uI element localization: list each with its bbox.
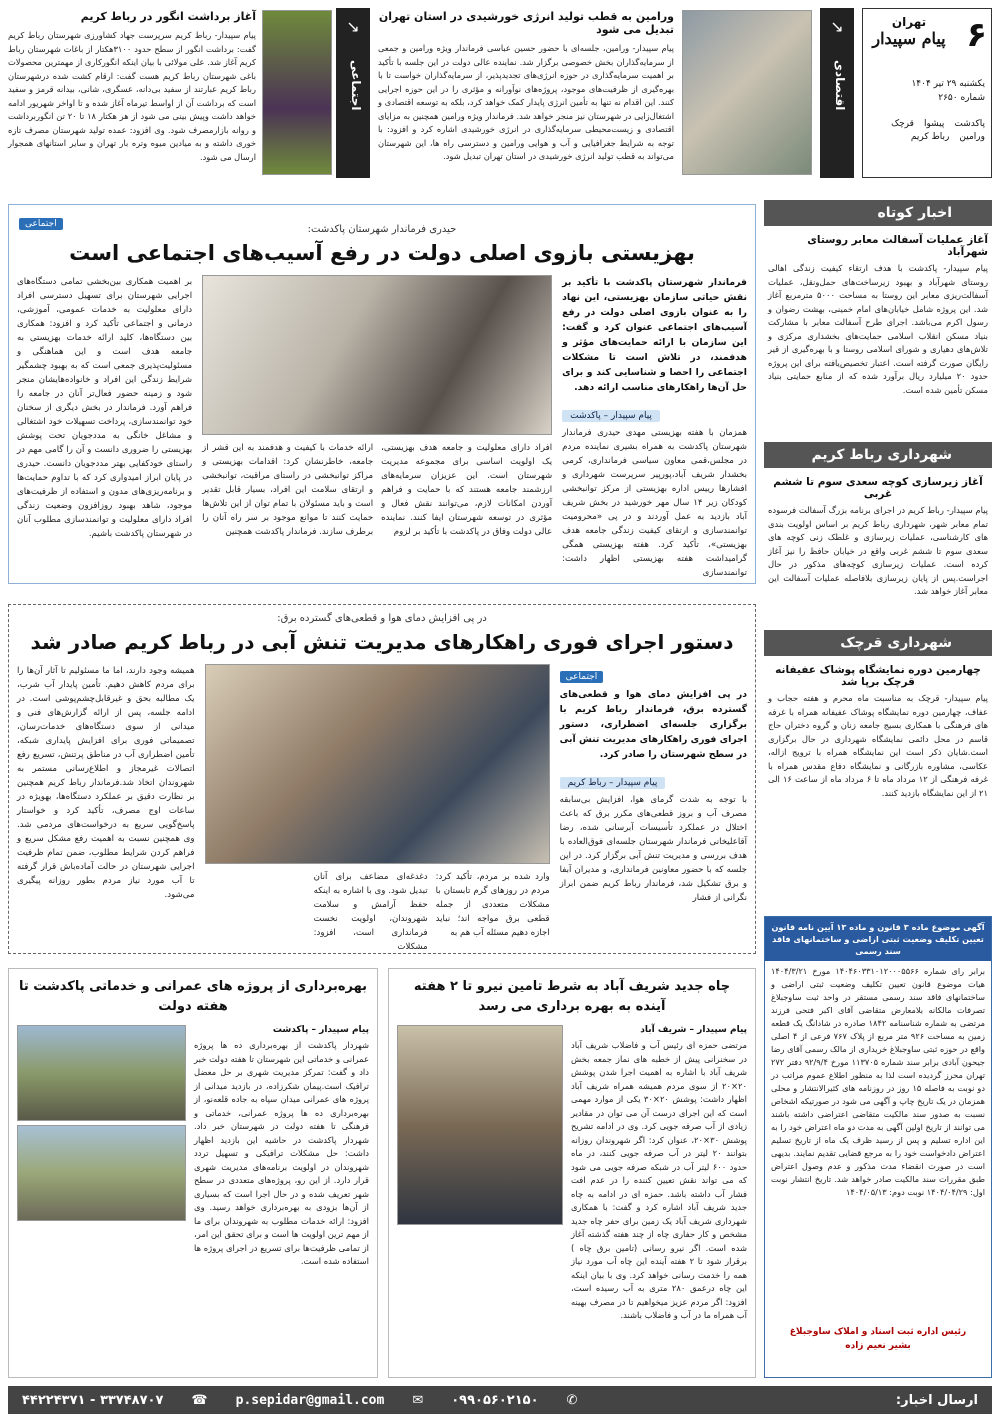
article-source: پیام سپیدار – شریف آباد <box>640 1025 747 1035</box>
article-body: پیام سپیدار- رباط کریم سرپرست جهاد کشاورزی شهرستان رباط کریم گفت: برداشت انگور از سطح حدود ۳۱۰۰هکتار از باغات شهرستان رباط کریم آغاز شد. علی مولائی با بیان اینکه انگورکاری از مهمترین محصولات باغی شهرستان رباط کریم هست گفت: ارقام کشت شده درشهرستان رباط کریم عبارتند از سفید بی‌دانه، عسگری، شانی، بیدانه قرمز و سفید است که برداشت آن از اواسط تیرماه آغاز شده و تا اواخر شهریور ادامه خواهد داشت وپیش بینی می شود از هر هکتار ۱۸ تا ۲۰ تن انگوربرداشت و روانه بازارمصرف شود. وی افزود: عمده تولید شهرستان مصرف تازه خوری داشته و به میادین میوه وتره بار تهران و سایر استانهای همجوار ارسال می شود. <box>8 30 257 162</box>
email-icon: ✉ <box>412 1392 424 1408</box>
article-body: مرتضی حمزه ای رئیس آب و فاضلاب شریف آباد در سخنرانی پیش از خطبه های نماز جمعه بخش شریف آباد با اشاره به اهمیت اجرا شدن پوشش ۲۰×۲۰ از سوی مردم همیشه همراه شریف آباد اظهار داشت: پوشش ۲۰×۳۰ یکی از موارد مهمی است که این اجرای درست آن می توان در مقادیر زیادی از آب صرفه جویی کرد. وی در ادامه تشریح پوشش ۳۰×۲۰، عنوان کرد: اگر شهروندان روزانه بتوانند ۲۰ لیتر در آب صرفه جویی کنند، در ماه حدود ۶۰۰ لیتر آب در شبکه صرفه جویی می شود که می تواند نقش تعیین کننده را در عدم افت فشار آب داشته باشد. حمزه ای در ادامه به چاه جدید شریف آباد اشاره کرد و گفت: با همکاری شهرداری شریف آباد یک زمین برای حفر چاه جدید مشخص و کار حفاری چاه از چند هفته گذشته آغاز شده است. اگر نیرو رسانی (تامین برق چاه ) برقرار شود تا ۲ هفته آینده این چاه آب مورد نیاز همه را خدمت رسانی خواهد کرد. وی با بیان اینکه این چاه درعمق ۲۸۰ متری به آب رسیده است، افزود: اگر مردم عزیز میخواهیم تا در مصرف بهینه آب همراه ما در آب و فاضلاب باشند. <box>571 1040 748 1320</box>
article-grapes <box>8 10 256 176</box>
phone-icon: ☎ <box>191 1392 208 1408</box>
article-body-col1: همزمان با هفته بهزیستی مهدی حیدری فرماندار شهرستان پاکدشت به همراه بشیری نماینده مردم در مجلس،قمی معاون سیاسی فرمانداری، کرمی بخشدار شریف آباد،پورپیر سرپرست شهرداری و افشارها رییس اداره بهزیستی از مرکز توانبخشی کودکان زیر ۱۴ سال مهر خورشید در بخش شریف آباد بازدید به عمل آوردند و در پی «محرومیت توانمندسازی و ارتقای کیفیت زندگی جامعه هدف بهزیستی»، تأکید کرد. هفته بهزیستی همگی گرامیداشت هفته بهزیستی اظهار داشت: توانمندسازی <box>562 428 747 578</box>
article-lead: در پی افزایش دمای هوا و قطعی‌های گسترده برق، فرماندار رباط کریم با برگزاری جلسه‌ای اضطراری، دستور اجرای فوری راهکارهای مدیریت تنش آبی در سطح شهرستان را صادر کرد. <box>559 689 747 760</box>
article-kicker: در پی افزایش دمای هوا و قطعی‌های گسترده برق: <box>277 613 487 624</box>
news-title: چهارمین دوره نمایشگاه پوشاک عفیفانه قرچک برپا شد <box>775 664 981 688</box>
welfare-visit-photo <box>202 275 552 435</box>
article-title: ورامین به قطب تولید انرژی خورشیدی در استان تهران تبدیل می شود <box>378 10 674 36</box>
article-body: پیام سپیدار- ورامین، جلسه‌ای با حضور حسین عباسی فرماندار ویژه ورامین و جمعی از سرمایه‌گذاران بخش خصوصی برگزار شد. نماینده عالی دولت در این جلسه با تأکید بر اهمیت سرمایه‌گذاری در حوزه انرژی‌های تجدیدپذیر، از سرمایه‌گذاران خواست تا با بهره‌گیری از ظرفیت‌های موجود، پروژه‌های نوآورانه و مؤثری را در این حوزه اجرایی کنند. این اقدام نه تنها به تأمین انرژی پایدار کمک خواهد کرد، بلکه به توسعه اقتصادی و اشتغال‌زایی در شهرستان نیز منجر خواهد شد. فرماندار ویژه ورامین همچنین به مزایای اقتصادی و زیست‌محیطی سرمایه‌گذاری در انرژی خورشیدی اشاره کرد و افزود: با توجه به شرایط جغرافیایی و آب و هوایی ورامین و دسترسی راه ها، این شهرستان می‌تواند به قطب تولید انرژی خورشیدی در استان تهران تبدیل شود. <box>378 43 674 161</box>
issue-date: یکشنبه ۲۹ تیر ۱۴۰۴ <box>911 79 985 89</box>
article-body-col2: وارد شده بر مردم، تأکید کرد: مردم در روزهای گرم تابستان با مشکلات متعددی از جمله قطعی برق مواجه اند؛ نباید اجازه دهیم مسئله آب هم به <box>435 872 550 938</box>
notice-signatory-title: رئیس اداره ثبت اسناد و املاک ساوجبلاغ <box>789 1327 967 1337</box>
article-body-col1: با توجه به شدت گرمای هوا، افزایش بی‌سابقه مصرف آب و بروز قطعی‌های مکرر برق که باعث اختلال در عملکرد تأسیسات آبرسانی شده، رضا آقاعلیخانی فرماندار شهرستان جلسه‌ای فوق‌العاده با هدف بررسی و مدیریت تنش آبی برگزار کرد. در این جلسه که با حضور معاونین فرمانداری، و مدیران آبفا و برق تشکیل شد، فرماندار رباط کریم ضمن ابراز نگرانی از فشار <box>559 795 747 903</box>
article-solar <box>378 10 674 176</box>
sidebar-header-robat-municipality: شهرداری رباط کریم <box>764 442 992 468</box>
city-item: پاکدشت <box>954 119 985 129</box>
grapes-photo <box>262 10 332 175</box>
whatsapp-icon: ✆ <box>566 1392 578 1408</box>
article-title: آغاز برداشت انگور در رباط کریم <box>80 10 256 23</box>
article-lead: فرماندار شهرستان پاکدشت با تأکید بر نقش حیاتی سازمان بهزیستی، این نهاد را به عنوان بازوی اصلی دولت در رفع آسیب‌های اجتماعی عنوان کرد و گفت: این سازمان با ارائه حمایت‌های مؤثر و هدفمند، در تلاش است تا مشکلات اجتماعی را احصا و شناسایی کند و برای حل آن‌ها راهکارهای مناسب ارائه دهد. <box>562 277 747 393</box>
speaker-photo <box>397 1025 563 1225</box>
phone-landline[interactable]: ۳۳۷۴۸۷۰۷ - ۴۴۲۲۴۳۷۱ <box>22 1392 164 1408</box>
article-title: بهزیستی بازوی اصلی دولت در رفع آسیب‌های اجتماعی است <box>69 241 695 265</box>
section-strip-economy <box>820 8 854 178</box>
section-label: اجتماعی <box>349 60 363 111</box>
city-list <box>867 119 985 142</box>
article-kicker: حیدری فرماندار شهرستان پاکدشت: <box>307 224 457 235</box>
city-item: رباط کریم <box>910 132 950 142</box>
article-title: بهره‌برداری از پروژه های عمرانی و خدماتی پاکدشت تا هفته دولت <box>18 979 368 1014</box>
section-strip-social <box>336 8 370 178</box>
logo-title: پیام سپیدار <box>872 29 946 48</box>
section-tag: اجتماعی <box>19 218 63 230</box>
notice-body: برابر رای شماره ۱۴۰۴۶۰۳۳۱۰۱۲۰۰۰۵۵۶۶ مورخ ۱۴۰۴/۳/۲۱ هیات موضوع قانون تعیین تکلیف وضعیت ثبتی اراضی و ساختمانهای فاقد سند رسمی مستقر در واحد ثبت ساوجبلاغ تصرفات مالکانه بلامعارض متقاضی آقای اکبر فتحی فرزند مرتضی به شماره شناسنامه ۱۸۴۲ صادره در شادانگ یک قطعه زمین به مساحت ۹۲۶ متر مربع از پلاک ۷۶۷ فرعی از ۴ اصلی واقع در حوزه ثبتی ساوجبلاغ خریداری از مالک رسمی آقای رضا جیحون آبادی برابر سند شماره ۱۱۳۷۰۵ مورخ ۹۲/۹/۴ دفتر ۲۷۲ تهران محرز گردیده است لذا به منظور اطلاع عموم مراتب در دو نوبت به فاصله ۱۵ روز در روزنامه های کثیرالانتشار و محلی همزمان در یک تاریخ چاپ و آگهی می شود در صورتیکه اشخاص نسبت به صدور سند مالکیت متقاضی اعتراضی داشته باشند می توانند از تاریخ اولین آگهی به مدت دو ماه اعتراض خود را به این اداره تسلیم و پس از رسید ظرف یک ماه از تاریخ تسلیم اعتراض دادخواست خود را به مرجع قضایی تقدیم نمایند. بدیهی است در صورت انقضاء مدت مذکور و عدم وصول اعتراض طبق مقررات سند مالکیت صادر خواهد شد. تاریخ انتشار نوبت اول: ۱۴۰۴/۰۴/۲۹ نوبت دوم: ۱۴۰۴/۰۵/۱۳ <box>771 966 986 1197</box>
article-title: چاه جدید شریف آباد به شرط تامین نیرو تا ۲ هفته آینده به بهره برداری می رسد <box>413 979 731 1014</box>
article-body-col4: بر اهمیت همکاری بین‌بخشی تمامی دستگاه‌های اجرایی شهرستان برای تسهیل دسترسی افراد دارای معلولیت به خدمات عمومی، آموزشی، درمانی و اجتماعی تأکید کرد و افزود: همکاری بین دستگاه‌ها، کلید ارائه خدمات بهزیستی به جامعه هدف است و این هماهنگی و مسئولیت‌پذیری جمعی است که به بهبود چشمگیر شرایط زندگی این افراد و خانواده‌هایشان منجر شود و زمینه حضور فعال‌تر آنان در جامعه را فراهم آورد. فرماندار در بخش دیگری از سخنان خود توانمندسازی، پرداخت تسهیلات خود اشتغالی و مشاغل خانگی به مددجویان تحت پوشش بهزیستی را ضروری دانست و آن را گامی مهم در راستای خودکفایی بهتر مددجویان دانست. حیدری در پایان ابراز امیدواری کرد که با تداوم حمایت‌ها و برنامه‌ریزی‌های مدون و استفاده از ظرفیت‌های موجود، شاهد بهبود روزافزون وضعیت زندگی افراد دارای معلولیت و توانمندسازی مطلوب آنان در شهرستان پاکدشت باشیم. <box>17 277 193 539</box>
article-body-col2: افراد دارای معلولیت و جامعه هدف بهزیستی، یک اولویت اساسی برای مجموعه مدیریت شهرستان است. این عزیزان سرمایه‌های ارزشمند جامعه هستند که با حمایت و فراهم آوردن امکانات لازم، می‌توانند نقش فعال و مؤثری در توسعه شهرستان ایفا کنند. نماینده عالی دولت وفاق در پاکدشت با تأکید بر لزوم <box>381 443 553 537</box>
article-source: پیام سپیدار – پاکدشت <box>272 1025 369 1035</box>
legal-notice <box>764 916 992 1378</box>
news-body: پیام سپیدار- پاکدشت با هدف ارتقاء کیفیت زندگی اهالی روستای شهرآباد و بهبود زیرساخت‌های حمل‌ونقل، عملیات آسفالت‌ریزی معابر این روستا به مساحت ۵۰۰۰ مترمربع آغاز شد. این پروژه شامل خیابان‌های امام خمینی، بهشت رضوان و رسول اکرم می‌باشد. اجرای طرح آسفالت معابر با مشارکت بنیاد مسکن انقلاب اسلامی حمایت‌های بخشداری مرکزی و تلاش‌های دهیاری و شورای اسلامی روستا و با بهره‌گیری از قیر رایگان صورت گرفته است. اعتبار تخصیص‌یافته برای این پروژه حدود ۲۰ میلیارد ریال برآورد شده که از منابع حمایتی بنیاد مسکن تأمین شده است. <box>768 263 988 395</box>
news-title: آغاز زیرسازی کوچه سعدی سوم تا ششم غربی <box>773 476 983 500</box>
meeting-photo <box>205 664 550 864</box>
article-source: پیام سپیدار – رباط کریم <box>560 777 666 789</box>
section-label: اقتصادی <box>833 60 847 111</box>
notice-signatory-name: بشیر نعیم زاده <box>845 1341 911 1351</box>
issue-number: شماره ۲۶۵۰ <box>938 93 985 103</box>
city-item: قرچک <box>891 119 914 129</box>
page-number: ۶ <box>966 15 987 55</box>
city-item: ورامین <box>959 132 985 142</box>
arrow-icon: ↘ <box>340 14 366 40</box>
sidebar-header-qarchak-municipality: شهرداری قرچک <box>764 630 992 656</box>
masthead <box>862 8 992 178</box>
article-water <box>8 604 756 954</box>
news-body: پیام سپیدار- قرچک به مناسبت ماه محرم و هفته حجاب و عفاف، چهارمین دوره نمایشگاه پوشاک عفیفانه همراه با غرفه های فرهنگی با همکاری بسیج جامعه زنان و گروه دختران حاج قاسم در محل دائمی نمایشگاه شهرداری در حال برگزاری است.شایان ذکر است این نمایشگاه همراه با ترویج ازاله، عکاسی، مشاوره بازرگانی و نمایشگاه دفاع مقدس همراه با غرفه فرهنگی از ۱۲ مرداد ماه تا ۶ مرداد ماه از ساعت ۱۶ الی ۲۱ از این نمایشگاه بازدید کنند. <box>768 693 988 798</box>
article-source: پیام سپیدار – پاکدشت <box>562 410 660 422</box>
sidebar <box>764 200 992 798</box>
site-visit-photo <box>17 1025 186 1121</box>
notice-title: آگهی موضوع ماده ۳ قانون و ماده ۱۳ آیین نامه قانون تعیین تکلیف وضعیت ثبتی اراضی و ساختمانهای فاقد سند رسمی <box>765 917 991 961</box>
article-title: دستور اجرای فوری راهکارهای مدیریت تنش آبی در رباط کریم صادر شد <box>30 630 734 654</box>
logo <box>869 15 949 48</box>
news-title: آغاز عملیات آسفالت معابر روستای شهرآباد <box>807 234 988 258</box>
section-tag: اجتماعی <box>560 671 604 683</box>
news-body: پیام سپیدار- رباط کریم در اجرای برنامه بزرگ آسفالت فرسوده تمام معابر شهر، شهرداری رباط کریم بر اساس اولویت بندی های کارشناسی، عملیات زیرسازی و غلطک زنی کوچه های سعدی سوم تا ششم غربی واقع در خیابان حافظ را نیز آغاز کرده است. عملیات زیرسازی کوچه‌های مذکور در حال اجراست.پس از پایان زیرسازی بلافاصله عملیات آسفالت این معابر آغاز خواهد شد. <box>768 505 988 596</box>
arrow-icon: ↘ <box>824 14 850 40</box>
article-body: شهردار پاکدشت از بهره‌برداری ده ها پروژه عمرانی و خدماتی این شهرستان تا هفته دولت خبر داد و گفت: تمرکز مدیریت شهری بر حل معضل ترافیک است.پیمان شکرزاده، در بازدید میدانی از پروژه های عمرانی میدان سپاه به جاده قلعه‌نو، از بهره‌برداری ده ها پروژه عمرانی، خدماتی و فرهنگی تا هفته دولت در شهرستان خبر داد. شهردار پاکدشت در حاشیه این بازدید اظهار داشت: حل مشکلات ترافیکی و تسهیل تردد شهروندان در اولویت برنامه‌های مدیریت شهری قرار دارد. از این رو، پروژه‌های متعددی در سطح شهر تعریف شده و در حال اجرا است که بسیاری از آن‌ها بزودی به بهره‌برداری خواهد رسید. وی افزود: ارائه خدمات مطلوب به شهروندان برای ما از مهم ترین اولویت ها است و برای تحقق این امر، از تمامی ظرفیت‌ها برای تسریع در اجرای پروژه ها استفاده شده است. <box>194 1040 369 1266</box>
footer-contact-bar <box>8 1386 992 1414</box>
city-item: پیشوا <box>923 119 945 129</box>
phone-mobile[interactable]: ۰۹۹۰۵۶۰۲۱۵۰ <box>451 1392 539 1408</box>
article-pakdasht-projects <box>8 968 378 1378</box>
email-address[interactable]: p.sepidar@gmail.com <box>235 1392 385 1408</box>
article-welfare <box>8 204 756 584</box>
footer-label: ارسال اخبار: <box>895 1392 978 1408</box>
article-body-col3: ارائه خدمات با کیفیت و هدفمند به این قشر از جامعه، خاطرنشان کرد: اقدامات بهزیستی و مراکز توانبخشی در راستای مراقبت، توانبخشی و ارتقای سلامت این افراد، بسیار قابل تقدیر است و باید مسئولان با تمام توان از این تلاش‌ها حمایت کنند تا موانع موجود بر سر راه آنان را برطرف سازند. فرماندار پاکدشت همچنین <box>202 443 374 537</box>
official-photo <box>682 10 812 175</box>
article-body-col3: دغدغه‌ای مضاعف برای آنان تبدیل شود. وی با اشاره به اینکه حفظ آرامش و سلامت شهروندان، اولویت نخست فرمانداری است، افزود: مشکلات <box>313 872 428 952</box>
logo-city: تهران <box>891 15 927 29</box>
sidebar-header-short-news: اخبار کوتاه <box>764 200 992 226</box>
article-body-col4: همیشه وجود دارند، اما ما مسئولیم تا آثار آن‌ها را برای مردم کاهش دهیم. تأمین پایدار آب شرب، یک مطالبه بحق و غیرقابل‌چشم‌پوشی است. در ادامه جلسه، پس از ارائه گزارش‌های فنی و میدانی از سوی دستگاه‌های خدمات‌رسان، تصمیماتی فوری برای افزایش پایداری شبکه، تأمین اضطراری آب در مناطق پرتنش، تسریع رفع اتصالات غیرمجاز و اطلاع‌رسانی مستمر به شهروندان اتخاذ شد.فرماندار رباط کریم همچنین بر نظارت دقیق بر عملکرد دستگاه‌ها، بهویژه در ساعات اوج مصرف، تأکید کرد و خواستار پاسخ‌گویی سریع به درخواست‌های مردمی شد. وی همچنین نسبت به اهمیت رفع مشکل سریع و فراهم کردن شرایط مطلوب، ضمن تمام ظرفیت اجرایی شهرستان در حالت آماده‌باش قرار گرفته تا آب مورد نیاز مردم بطور روزانه پیگیری می‌شود. <box>17 666 195 900</box>
site-visit-photo <box>17 1125 186 1221</box>
article-sharifabad-well <box>388 968 756 1378</box>
